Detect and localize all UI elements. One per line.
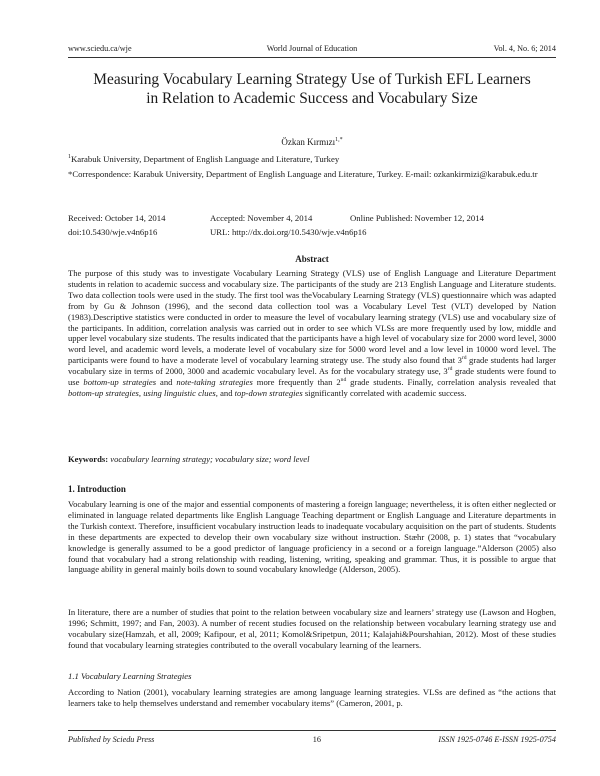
title-line-1: Measuring Vocabulary Learning Strategy Use of Turkish EFL Learners — [93, 71, 531, 88]
author-sup: 1,* — [335, 137, 343, 143]
abstract-text: , — [138, 387, 144, 398]
abstract-italic: using linguistic clues — [143, 387, 216, 398]
abstract-text: grade students. Finally, correlation analysis revealed that — [346, 377, 556, 388]
page-number: 16 — [312, 735, 321, 744]
affiliation — [68, 152, 556, 165]
affiliation-sup: 1 — [68, 154, 71, 160]
abstract-text: significantly correlated with academic success. — [302, 387, 467, 398]
accepted-date: Accepted: November 4, 2014 — [210, 213, 313, 223]
footer-issn: ISSN 1925-0746 E-ISSN 1925-0754 — [438, 735, 556, 744]
header-url: www.sciedu.ca/wje — [68, 44, 132, 53]
header-journal: World Journal of Education — [266, 44, 358, 53]
abstract-text: , and — [215, 387, 235, 398]
abstract-italic: bottom-up strategies — [68, 387, 139, 398]
published-date: Online Published: November 12, 2014 — [350, 213, 484, 223]
received-date: Received: October 14, 2014 — [68, 213, 166, 223]
abstract-italic: top-down strategies — [234, 387, 303, 398]
abstract-heading: Abstract — [295, 254, 329, 264]
abstract-italic: note-taking strategies — [176, 377, 253, 388]
intro-paragraph-3: According to Nation (2001), vocabulary learning strategies are among language learning strategies. VLSs are defined as “the actions that learners take to help themselves understand and remember vocabulary items” (Cameron, 2001, p. — [68, 687, 556, 708]
header-volume: Vol. 4, No. 6; 2014 — [493, 44, 556, 53]
abstract-text: and — [156, 377, 177, 388]
intro-paragraph-2: In literature, there are a number of studies that point to the relation between vocabulary size and learners’ strategy use (Lawson and Hogben, 1996; Schmitt, 1997; and Fan, 2003). A number of recent studies focused on the relationship between vocabulary learning strategy use and vocabulary size(Hamzah, et all, 2009; Kafipour, et al, 2011; Komol&Sripetpun, 2011; Kalajahi&Pourshahian, 2012). Most of these studies found that vocabulary learning strategies contributed to the overall vocabulary learning of the learners. — [68, 607, 556, 650]
abstract-italic: bottom-up strategies — [83, 377, 157, 388]
affiliation-text: Karabuk University, Department of English Language and Literature, Turkey — [71, 153, 340, 164]
abstract-text: grade students were found to use — [68, 366, 556, 388]
running-header — [68, 44, 556, 56]
doi-url[interactable]: URL: http://dx.doi.org/10.5430/wje.v4n6p16 — [210, 227, 367, 237]
running-footer — [68, 735, 556, 747]
author-line — [68, 137, 556, 147]
abstract-sup: nd — [340, 377, 347, 384]
title-line-2: in Relation to Academic Success and Vocabulary Size — [146, 90, 478, 107]
keywords-label: Keywords: — [68, 454, 109, 464]
footer-publisher: Published by Sciedu Press — [68, 735, 155, 744]
footer-rule — [68, 730, 556, 731]
correspondence: *Correspondence: Karabuk University, Department of English Language and Literature, Turkey. E-mail: ozkankirmizi@karabuk.edu.tr — [68, 169, 538, 179]
abstract-sup: rd — [461, 355, 467, 362]
subsection-heading: 1.1 Vocabulary Learning Strategies — [68, 671, 192, 681]
doi[interactable]: doi:10.5430/wje.v4n6p16 — [68, 227, 158, 237]
section-heading-introduction: 1. Introduction — [68, 484, 126, 494]
abstract-text: more frequently than 2 — [252, 377, 341, 388]
abstract-text: grade students had larger vocabulary size in terms of 2000, 3000 and academic vocabulary level. As for the vocabulary strategy use, 3 — [68, 355, 557, 377]
header-rule — [68, 57, 556, 58]
author-name: Özkan Kırmızı — [281, 137, 336, 147]
abstract-sup: rd — [447, 366, 453, 373]
keywords — [68, 454, 556, 465]
abstract-body — [68, 268, 556, 399]
paper-title — [68, 70, 556, 108]
abstract-text: The purpose of this study was to investigate Vocabulary Learning Strategy (VLS) use of English Language and Literature Department students in relation to academic success and vocabulary size. The participants of the study are 213 English Language and Literature students. Two data collection tools were used in the study. The first tool was theVocabulary Learning Strategy (VLS) questionnaire which was adapted from by Gu & Johnson (1996), and the second data collection tool was a Vocabulary Level Test (VLT) developed by Nation (1983).Descriptive statistics were conducted in order to measure the level of vocabulary learning strategy (VLS) use and vocabulary size of the participants. In addition, correlation analysis was carried out in order to see which VLSs are more frequently used by low, middle and upper level vocabulary size students. The results indicated that the participants have a high level of vocabulary size for 2000 word level, 3000 word level, and academic word levels, a moderate level of vocabulary size for 5000 word level and a low level in 10000 word level. The participants were found to have a moderate level of vocabulary learning strategy use. The study also found that 3 — [68, 268, 556, 366]
keywords-text: vocabulary learning strategy; vocabulary size; word level — [110, 454, 310, 464]
intro-paragraph-1: Vocabulary learning is one of the major and essential components of mastering a foreign language; nevertheless, it is often either neglected or eliminated in language related departments like English Language Teaching department or English Language and Literature departments in the Turkish context. Therefore, insufficient vocabulary instruction leads to inadequate vocabulary acquisition on the part of students. Students in these departments are expected to develop their own vocabulary size without instruction. Stæhr (2008, p. 1) states that “vocabulary knowledge is generally assumed to be a good predictor of language proficiency in a second or a foreign language.”Alderson (2005) also found that vocabulary had a strong relationship with reading, listening, writing, speaking and grammar. Thus, it is possible to argue that language ability in general mainly boils down to sound vocabulary knowledge (Alderson, 2005). — [68, 499, 556, 575]
